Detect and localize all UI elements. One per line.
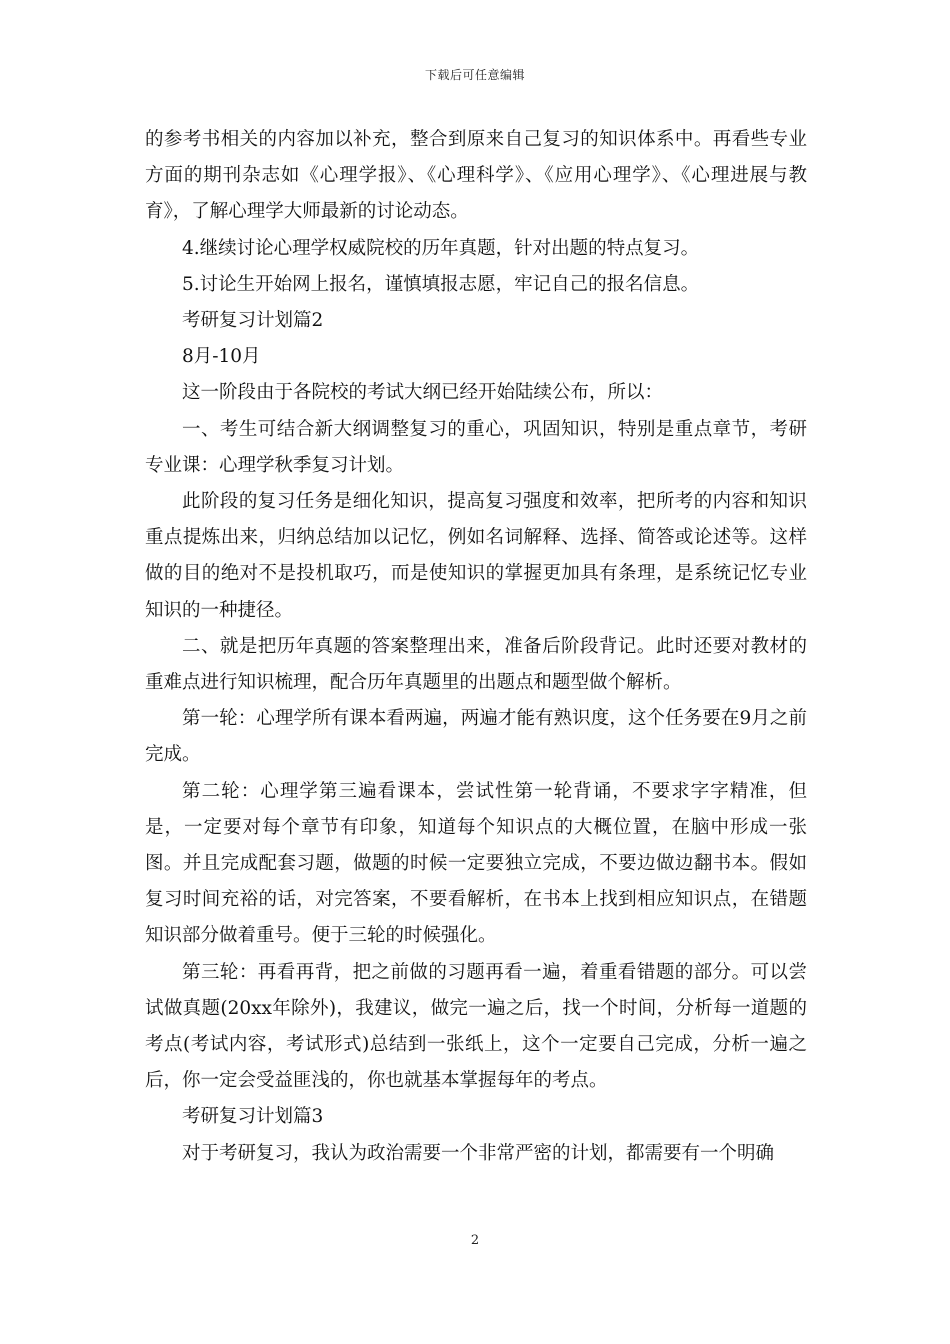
page-header: 下载后可任意编辑 bbox=[424, 68, 525, 82]
document-body bbox=[145, 122, 807, 1172]
paragraph: 对于考研复习，我认为政治需要一个非常严密的计划，都需要有一个明确 bbox=[182, 1142, 775, 1164]
date-range: 8月-10月 bbox=[182, 346, 261, 368]
paragraph: 此阶段的复习任务是细化知识，提高复习强度和效率，把所考的内容和知识重点提炼出来，归纳总结加以记忆，例如名词解释、选择、简答或论述等。这样做的目的绝对不是投机取巧，而是使知识的掌握更加具有条理，是系统记忆专业知识的一种捷径。 bbox=[145, 491, 807, 621]
paragraph: 这一阶段由于各院校的考试大纲已经开始陆续公布，所以： bbox=[182, 382, 664, 404]
paragraph: 4.继续讨论心理学权威院校的历年真题，针对出题的特点复习。 bbox=[182, 237, 700, 259]
paragraph: 第三轮：再看再背，把之前做的习题再看一遍，着重看错题的部分。可以尝试做真题(20xx年除外)，我建议，做完一遍之后，找一个时间，分析每一道题的考点(考试内容，考试形式)总结到一张纸上，这个一定要自己完成，分析一遍之后，你一定会受益匪浅的，你也就基本掌握每年的考点。 bbox=[145, 961, 807, 1092]
section-heading: 考研复习计划篇2 bbox=[182, 310, 324, 332]
paragraph: 二、就是把历年真题的答案整理出来，准备后阶段背记。此时还要对教材的重难点进行知识梳理，配合历年真题里的出题点和题型做个解析。 bbox=[145, 635, 807, 694]
paragraph: 第二轮：心理学第三遍看课本，尝试性第一轮背诵，不要求字字精准，但是，一定要对每个章节有印象，知道每个知识点的大概位置，在脑中形成一张图。并且完成配套习题，做题的时候一定要独立完成，不要边做边翻书本。假如复习时间充裕的话，对完答案，不要看解析，在书本上找到相应知识点，在错题知识部分做着重号。便于三轮的时候强化。 bbox=[145, 780, 807, 947]
paragraph: 第一轮：心理学所有课本看两遍，两遍才能有熟识度，这个任务要在9月之前完成。 bbox=[145, 708, 807, 766]
section-heading: 考研复习计划篇3 bbox=[182, 1106, 324, 1128]
paragraph: 一、考生可结合新大纲调整复习的重心，巩固知识，特别是重点章节，考研专业课：心理学秋季复习计划。 bbox=[145, 418, 807, 476]
paragraph: 的参考书相关的内容加以补充，整合到原来自己复习的知识体系中。再看些专业方面的期刊杂志如《心理学报》、《心理科学》、《应用心理学》、《心理进展与教育》，了解心理学大师最新的讨论动态。 bbox=[145, 129, 807, 223]
paragraph: 5.讨论生开始网上报名，谨慎填报志愿，牢记自己的报名信息。 bbox=[182, 273, 700, 295]
page-number: 2 bbox=[470, 1233, 480, 1248]
